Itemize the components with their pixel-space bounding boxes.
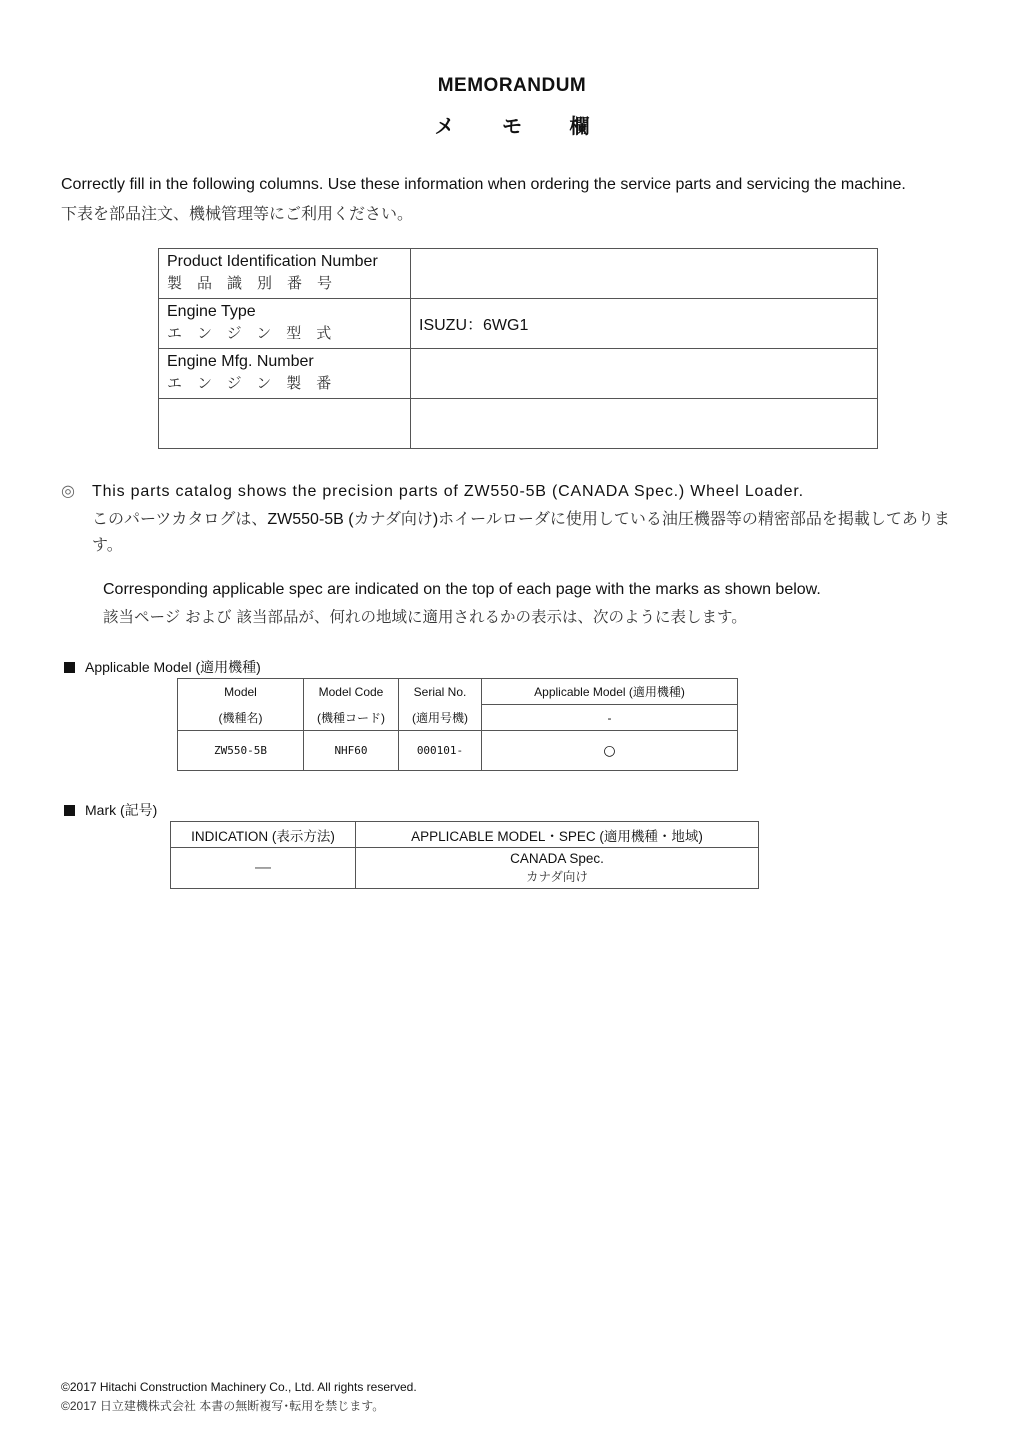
- mark-table: [170, 821, 759, 889]
- info-table: [158, 248, 878, 449]
- catalog-note-en: [61, 481, 804, 501]
- copyright-jp: ©2017 日立建機株式会社 本書の無断複写･転用を禁じます。: [61, 1399, 385, 1413]
- note-jp-part: ホイールローダに使用している油圧機器等の精密部品を掲載してあります。: [92, 509, 950, 554]
- spec-en: CANADA Spec.: [510, 851, 604, 866]
- table-row: [159, 299, 878, 349]
- header-model-code-jp: (機種コード): [304, 705, 399, 731]
- note-jp-model: ZW550-5B (: [267, 511, 354, 528]
- table-header-row: [178, 679, 738, 705]
- cell-serial: 000101-: [399, 731, 482, 771]
- catalog-note-text: This parts catalog shows the precision parts of ZW550-5B (CANADA Spec.) Wheel Loader.: [92, 483, 804, 500]
- table-row: [178, 731, 738, 771]
- intro-text-en: Correctly fill in the following columns. Use these information when ordering the service parts and servicing the machine.: [61, 176, 906, 193]
- intro-text-jp: 下表を部品注文、機械管理等にご利用ください。: [61, 204, 414, 223]
- table-header-row: [178, 705, 738, 731]
- label-en: Engine Type: [167, 303, 256, 320]
- label-en: Engine Mfg. Number: [167, 353, 314, 370]
- applicable-model-table: [177, 678, 738, 771]
- section-heading-text: Mark (記号): [85, 802, 158, 818]
- dash-mark-icon: —: [171, 848, 356, 889]
- double-circle-icon: ◎: [61, 483, 76, 500]
- label-en: Product Identification Number: [167, 253, 378, 270]
- header-model-jp: (機種名): [178, 705, 304, 731]
- spec-note-en: Corresponding applicable spec are indicated on the top of each page with the marks as shown below.: [103, 581, 821, 598]
- circle-mark-icon: ○: [482, 731, 738, 771]
- copyright-en: ©2017 Hitachi Construction Machinery Co., Ltd. All rights reserved.: [61, 1380, 417, 1394]
- table-row: [159, 349, 878, 399]
- label-jp: エンジン製番: [167, 374, 347, 392]
- section-heading-text: Applicable Model (適用機種): [85, 659, 261, 675]
- note-jp-paren: ): [432, 511, 439, 528]
- table-row: [159, 249, 878, 299]
- table-row: [159, 399, 878, 449]
- blank-label-cell[interactable]: [159, 399, 411, 449]
- header-model-code: Model Code: [304, 679, 399, 705]
- cell-model: ZW550-5B: [178, 731, 304, 771]
- header-serial: Serial No.: [399, 679, 482, 705]
- table-row: [171, 848, 759, 889]
- engine-type-field[interactable]: ISUZU：6WG1: [411, 299, 878, 349]
- page-title: MEMORANDUM: [437, 75, 587, 96]
- square-bullet-icon: [64, 662, 75, 673]
- label-cell: [159, 249, 411, 299]
- header-applicable-model: Applicable Model (適用機種): [482, 679, 738, 705]
- section-heading-applicable-model: [64, 657, 261, 677]
- header-spec: APPLICABLE MODEL・SPEC (適用機種・地域): [356, 822, 759, 848]
- page-subtitle: メ モ 欄: [434, 116, 590, 138]
- header-applicable-sub: -: [482, 705, 738, 731]
- engine-mfg-number-field[interactable]: [411, 349, 878, 399]
- note-jp-part: このパーツカタログは、: [92, 509, 268, 528]
- cell-model-code: NHF60: [304, 731, 399, 771]
- blank-value-field[interactable]: [411, 399, 878, 449]
- spec-jp: カナダ向け: [526, 869, 588, 884]
- table-header-row: [171, 822, 759, 848]
- header-serial-jp: (適用号機): [399, 705, 482, 731]
- note-jp-part: カナダ向け: [353, 509, 433, 528]
- square-bullet-icon: [64, 805, 75, 816]
- section-heading-mark: [64, 800, 157, 820]
- header-indication: INDICATION (表示方法): [171, 822, 356, 848]
- cell-spec: [356, 848, 759, 889]
- label-jp: エンジン型式: [167, 324, 347, 342]
- label-cell: [159, 299, 411, 349]
- spec-note-jp: 該当ページ および 該当部品が、何れの地域に適用されるかの表示は、次のように表します。: [103, 608, 747, 626]
- product-id-field[interactable]: [411, 249, 878, 299]
- label-cell: [159, 349, 411, 399]
- catalog-note-jp: [92, 506, 972, 557]
- label-jp: 製品識別番号: [167, 274, 348, 292]
- header-model: Model: [178, 679, 304, 705]
